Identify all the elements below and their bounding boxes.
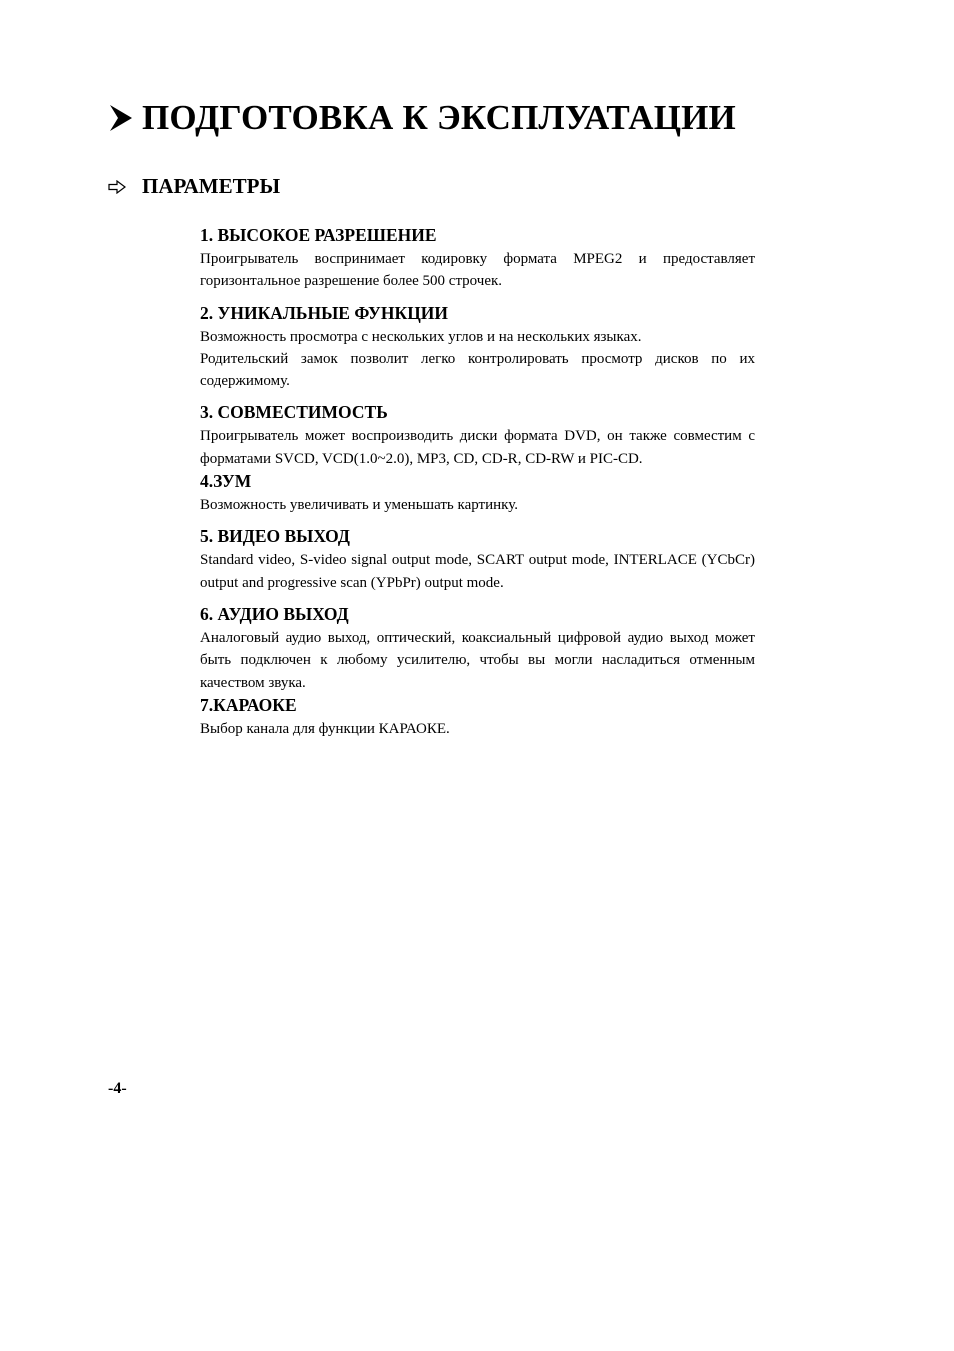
- feature-text: Родительский замок позволит легко контролировать просмотр дисков по их содержимому.: [200, 350, 755, 390]
- page-number: -4-: [108, 1080, 127, 1097]
- feature-item: [200, 224, 755, 293]
- page-heading: [108, 98, 736, 138]
- feature-text: Аналоговый аудио выход, оптический, коаксиальный цифровой аудио выход может быть подключен к любому усилителю, чтобы вы могли насладиться отменным качеством звука.: [200, 629, 755, 691]
- feature-text: Проигрыватель воспринимает кодировку формата MPEG2 и предоставляет горизонтальное разрешение более 500 строчек.: [200, 251, 755, 290]
- feature-text: Проигрыватель может воспроизводить диски формата DVD, он также совместим с форматами SVCD, VCD(1.0~2.0), MP3, CD, CD-R, CD-RW и PIC-CD.: [200, 428, 755, 467]
- feature-item: [200, 470, 755, 516]
- feature-list: [200, 224, 755, 740]
- feature-text: Standard video, S-video signal output mode, SCART output mode, INTERLACE (YCbCr) output and progressive scan (YPbPr) output mode.: [200, 552, 755, 591]
- feature-item: [200, 302, 755, 393]
- feature-item: [200, 694, 755, 740]
- feature-title: 4.ЗУМ: [200, 471, 252, 492]
- feature-item: [200, 401, 755, 470]
- feature-title: 3. СОВМЕСТИМОСТЬ: [200, 402, 388, 423]
- outline-arrow-bullet-icon: [108, 180, 126, 194]
- feature-title: 2. УНИКАЛЬНЫЕ ФУНКЦИИ: [200, 302, 449, 323]
- feature-text: Выбор канала для функции КАРАОКЕ.: [200, 720, 450, 737]
- section-title: ПАРАМЕТРЫ: [142, 174, 281, 198]
- page-title: ПОДГОТОВКА К ЭКСПЛУАТАЦИИ: [142, 98, 736, 137]
- feature-title: 1. ВЫСОКОЕ РАЗРЕШЕНИЕ: [200, 225, 437, 245]
- arrowhead-bullet-icon: [108, 103, 134, 133]
- section-heading: [108, 174, 280, 199]
- feature-title: 7.КАРАОКЕ: [200, 694, 297, 715]
- feature-title: 5. ВИДЕО ВЫХОД: [200, 526, 350, 547]
- feature-item: [200, 525, 755, 594]
- feature-item: [200, 603, 755, 694]
- feature-title: 6. АУДИО ВЫХОД: [200, 603, 349, 624]
- feature-text: Возможность увеличивать и уменьшать картинку.: [200, 497, 518, 514]
- feature-text: Возможность просмотра с нескольких углов и на нескольких языках.: [200, 328, 642, 345]
